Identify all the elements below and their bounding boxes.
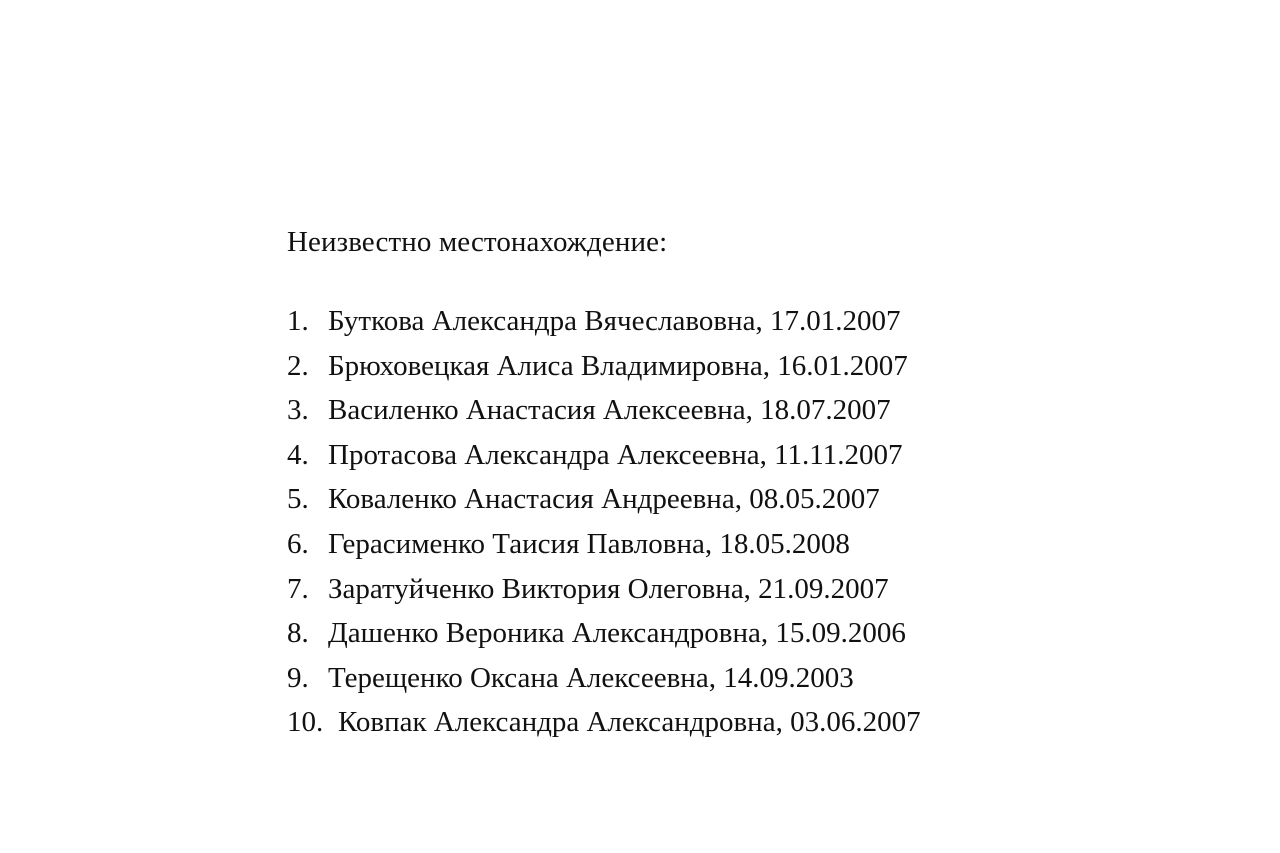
list-item-text: Буткова Александра Вячеславовна, 17.01.2007 (328, 305, 901, 337)
list-item-number: 9. (287, 661, 309, 694)
list-item-number: 3. (287, 394, 309, 427)
list-heading: Неизвестно местонахождение: (287, 226, 668, 258)
list-item (287, 611, 921, 656)
list-item-number: 5. (287, 483, 309, 516)
list-item (287, 477, 921, 522)
list-item-text: Коваленко Анастасия Андреевна, 08.05.2007 (328, 483, 880, 516)
list-item-text: Терещенко Оксана Алексеевна, 14.09.2003 (328, 661, 854, 694)
list-item (287, 700, 921, 745)
list-item-number: 2. (287, 349, 309, 382)
list-item-number: 8. (287, 617, 309, 650)
list-item-text: Дашенко Вероника Александровна, 15.09.2006 (328, 617, 906, 650)
list-item (287, 388, 921, 433)
list-item (287, 433, 921, 478)
list-item-text: Заратуйченко Виктория Олеговна, 21.09.2007 (328, 572, 889, 605)
list-item (287, 522, 921, 567)
list-item-number: 1. (287, 305, 309, 337)
list-item-text: Герасименко Таисия Павловна, 18.05.2008 (328, 527, 850, 560)
list-item-text: Протасова Александра Алексеевна, 11.11.2007 (328, 438, 903, 471)
list-item-number: 10. (287, 706, 324, 739)
missing-persons-list (287, 299, 921, 745)
list-item (287, 567, 921, 612)
list-item (287, 344, 921, 389)
list-item-text: Брюховецкая Алиса Владимировна, 16.01.2007 (328, 349, 908, 382)
list-item-number: 6. (287, 527, 309, 560)
document-page (287, 222, 1187, 739)
list-item-text: Ковпак Александра Александровна, 03.06.2007 (338, 706, 921, 739)
list-item-number: 7. (287, 572, 309, 605)
list-item (287, 299, 921, 344)
list-item (287, 656, 921, 701)
list-item-text: Василенко Анастасия Алексеевна, 18.07.2007 (328, 394, 891, 427)
list-item-number: 4. (287, 438, 309, 471)
